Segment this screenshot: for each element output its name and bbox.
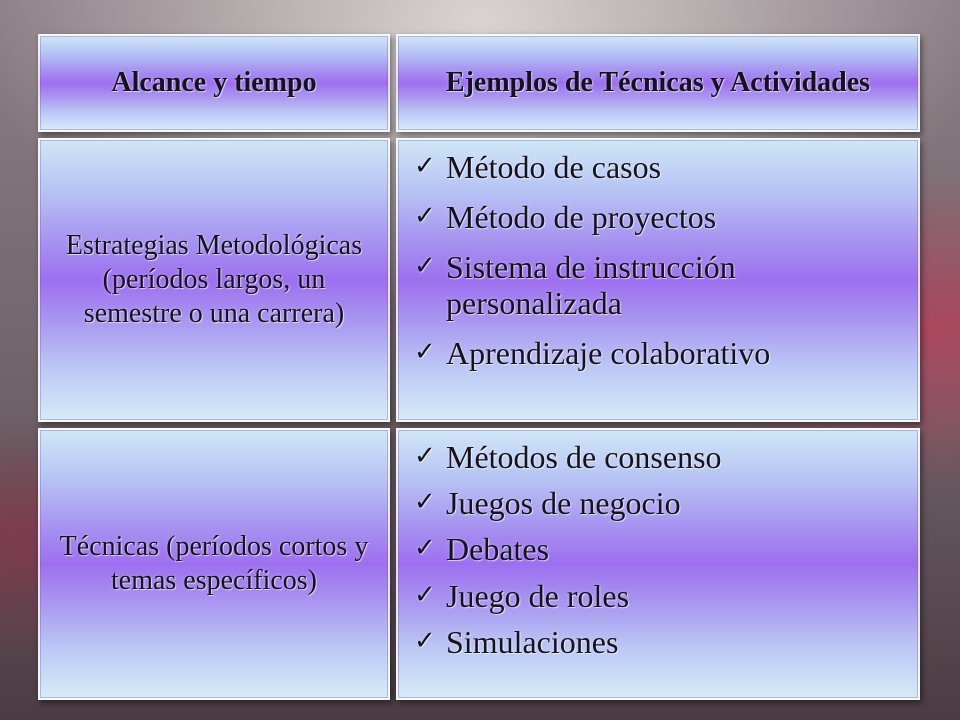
list-item xyxy=(414,250,902,320)
list-item xyxy=(414,200,902,235)
list-item xyxy=(414,625,902,660)
checkmark-icon: ✓ xyxy=(414,251,436,282)
header-scope-time-label: Alcance y tiempo xyxy=(111,67,317,99)
checkmark-icon: ✓ xyxy=(414,579,436,610)
list-item-text: Sistema de instrucción personalizada xyxy=(446,249,736,321)
list-item xyxy=(414,532,902,567)
row-strategies-items-cell xyxy=(396,138,920,422)
list-item-text: Método de proyectos xyxy=(446,199,717,236)
header-examples xyxy=(396,34,920,132)
list-item xyxy=(414,440,902,475)
list-item xyxy=(414,336,902,371)
techniques-list xyxy=(414,440,902,660)
row-techniques-label: Técnicas (períodos cortos y temas específicos) xyxy=(59,530,369,596)
row-techniques-label-cell xyxy=(38,428,390,700)
list-item-text: Debates xyxy=(446,531,550,568)
checkmark-icon: ✓ xyxy=(414,201,436,232)
checkmark-icon: ✓ xyxy=(414,151,436,181)
checkmark-icon: ✓ xyxy=(414,625,436,656)
list-item xyxy=(414,486,902,521)
list-item-text: Método de casos xyxy=(446,149,662,185)
row-strategies-label: Estrategias Metodológicas (períodos largos, un semestre o una carrera) xyxy=(65,229,363,330)
header-scope-time xyxy=(38,34,390,132)
header-examples-label: Ejemplos de Técnicas y Actividades xyxy=(445,67,871,99)
list-item-text: Aprendizaje colaborativo xyxy=(446,334,771,371)
list-item-text: Simulaciones xyxy=(446,623,619,660)
row-strategies-label-cell xyxy=(38,138,390,422)
checkmark-icon: ✓ xyxy=(414,487,436,518)
checkmark-icon: ✓ xyxy=(414,441,436,471)
list-item-text: Métodos de consenso xyxy=(446,439,722,475)
techniques-table xyxy=(38,34,920,694)
checkmark-icon: ✓ xyxy=(414,533,436,564)
checkmark-icon: ✓ xyxy=(414,336,436,367)
list-item xyxy=(414,150,902,185)
row-techniques-items-cell xyxy=(396,428,920,700)
list-item-text: Juegos de negocio xyxy=(446,485,681,522)
list-item xyxy=(414,579,902,614)
strategies-list xyxy=(414,150,902,371)
list-item-text: Juego de roles xyxy=(446,577,630,614)
